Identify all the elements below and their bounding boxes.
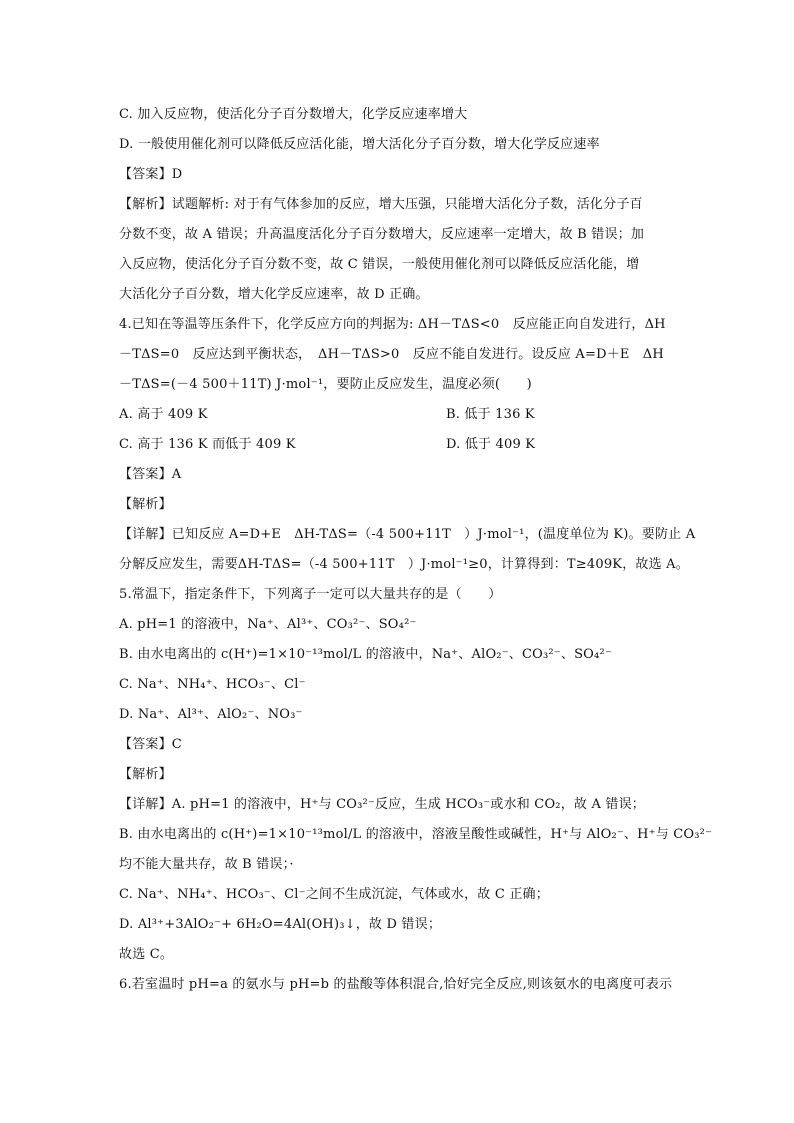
detail-q5-line2: B. 由水电离出的 c(H⁺)=1×10⁻¹³mol/L 的溶液中，溶液呈酸性或碱性，H⁺与 AlO₂⁻、H⁺与 CO₃²⁻: [119, 827, 713, 842]
options-row-2: [119, 430, 679, 460]
question-4-line2: －TΔS=0 反应达到平衡状态， ΔH－TΔS>0 反应不能自发进行。设反应 A=D＋E ΔH: [119, 347, 664, 362]
document-page: [119, 100, 713, 1000]
option-b-q4: B. 低于 136 K: [446, 407, 535, 422]
answer-q5: 【答案】C: [119, 737, 182, 752]
question-5: 5.常温下，指定条件下，下列离子一定可以大量共存的是（ ）: [119, 587, 502, 602]
option-a-q5: A. pH=1 的溶液中，Na⁺、Al³⁺、CO₃²⁻、SO₄²⁻: [119, 617, 417, 632]
detail-q5-line5: D. Al³⁺+3AlO₂⁻+ 6H₂O=4Al(OH)₃↓，故 D 错误；: [119, 917, 442, 932]
option-c-text: C. 加入反应物，使活化分子百分数增大，化学反应速率增大: [119, 107, 468, 122]
analysis-q3-line4: 大活化分子百分数，增大化学反应速率，故 D 正确。: [119, 287, 429, 302]
option-d-q5: D. Na⁺、Al³⁺、AlO₂⁻、NO₃⁻: [119, 707, 303, 722]
option-d-text: D. 一般使用催化剂可以降低反应活化能，增大活化分子百分数，增大化学反应速率: [119, 137, 600, 152]
analysis-q3-line1: 【解析】试题解析: 对于有气体参加的反应，增大压强，只能增大活化分子数，活化分子百: [119, 197, 643, 212]
question-4-line1: 4.已知在等温等压条件下，化学反应方向的判据为: ΔH－TΔS<0 反应能正向自发进行，ΔH: [119, 317, 666, 332]
analysis-q3-line3: 入反应物，使活化分子百分数不变，故 C 错误，一般使用催化剂可以降低反应活化能，增: [119, 257, 640, 272]
analysis-q4-header: 【解析】: [119, 497, 172, 512]
option-c-q5: C. Na⁺、NH₄⁺、HCO₃⁻、Cl⁻: [119, 677, 306, 692]
option-d-q4: D. 低于 409 K: [446, 437, 536, 452]
detail-q5-line3: 均不能大量共存，故 B 错误；·: [119, 857, 294, 872]
detail-q5-line1: 【详解】A. pH=1 的溶液中，H⁺与 CO₃²⁻反应，生成 HCO₃⁻或水和 CO₂，故 A 错误；: [119, 797, 645, 812]
question-6: 6.若室温时 pH=a 的氨水与 pH=b 的盐酸等体积混合,恰好完全反应,则该氨水的电离度可表示: [119, 977, 673, 992]
conclusion-q5: 故选 C。: [119, 947, 174, 962]
analysis-q5-header: 【解析】: [119, 767, 172, 782]
options-row-1: [119, 400, 679, 430]
answer-q4: 【答案】A: [119, 467, 182, 482]
answer-q3: 【答案】D: [119, 167, 183, 182]
option-c-q4: C. 高于 136 K 而低于 409 K: [119, 437, 296, 452]
detail-q4-line2: 分解反应发生，需要ΔH-TΔS=（-4 500+11T ）J·mol⁻¹≥0，计算得到：T≥409K，故选 A。: [119, 557, 689, 572]
question-4-line3: －TΔS=(－4 500＋11T) J·mol⁻¹，要防止反应发生，温度必须( ): [119, 377, 532, 392]
detail-q4-line1: 【详解】已知反应 A=D+E ΔH-TΔS=（-4 500+11T ）J·mol⁻¹，(温度单位为 K)。要防止 A: [119, 527, 696, 542]
detail-q5-line4: C. Na⁺、NH₄⁺、HCO₃⁻、Cl⁻之间不生成沉淀，气体或水，故 C 正确；: [119, 887, 549, 902]
option-b-q5: B. 由水电离出的 c(H⁺)=1×10⁻¹³mol/L 的溶液中，Na⁺、AlO₂⁻、CO₃²⁻、SO₄²⁻: [119, 647, 612, 662]
option-a-q4: A. 高于 409 K: [119, 407, 208, 422]
analysis-q3-line2: 分数不变，故 A 错误；升高温度活化分子百分数增大，反应速率一定增大，故 B 错误；加: [119, 227, 645, 242]
